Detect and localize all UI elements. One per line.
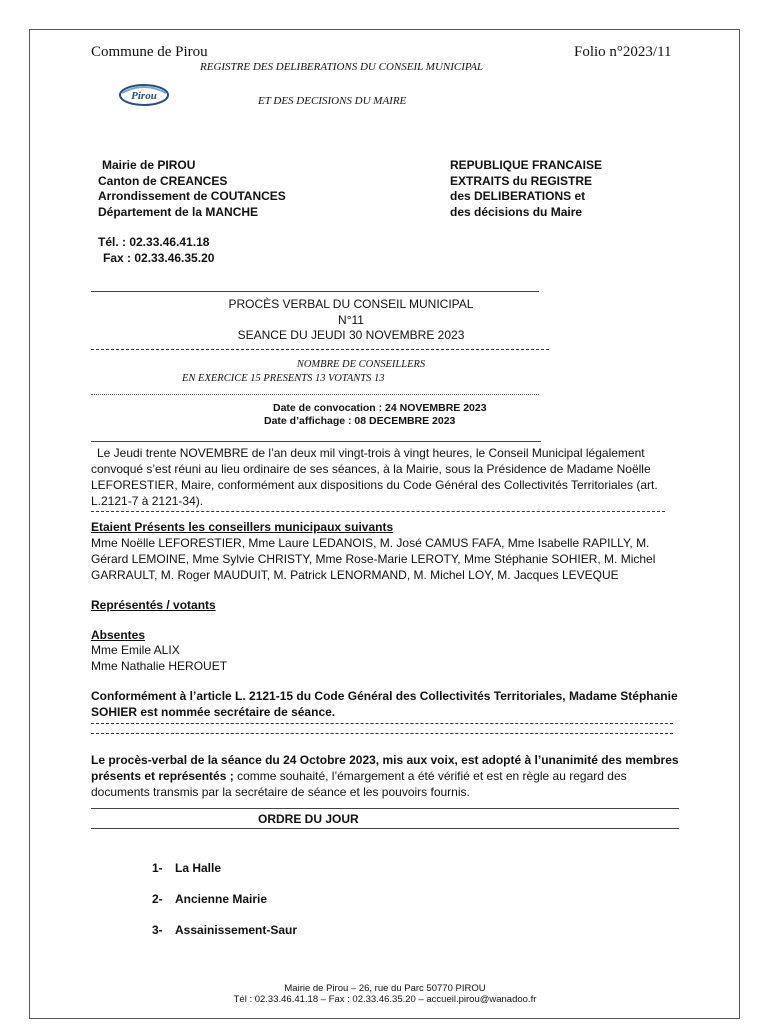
ordre-item-number: 1- (152, 861, 163, 875)
commune-name: Commune de Pirou (91, 44, 208, 60)
divider (91, 511, 665, 512)
divider (91, 291, 539, 292)
divider (91, 808, 679, 809)
conseillers-counts: EN EXERCICE 15 PRESENTS 13 VOTANTS 13 (182, 373, 385, 384)
folio-number: Folio n°2023/11 (574, 44, 672, 60)
ordre-item-number: 2- (152, 892, 163, 906)
mairie-label: Mairie de PIROU (102, 158, 196, 172)
conseillers-heading: NOMBRE DE CONSEILLERS (296, 359, 426, 370)
registre-title: REGISTRE DES DELIBERATIONS DU CONSEIL MUNICIPAL (200, 61, 484, 73)
pv-seance: SEANCE DU JEUDI 30 NOVEMBRE 2023 (237, 328, 465, 342)
decisions-label: des décisions du Maire (450, 205, 583, 219)
ordre-item-assainissement: Assainissement-Saur (175, 923, 298, 937)
footer-address: Mairie de Pirou – 26, rue du Parc 50770 PIROU (284, 983, 486, 994)
republique-label: REPUBLIQUE FRANCAISE (450, 158, 603, 172)
divider (91, 828, 679, 829)
pv-number: N°11 (338, 313, 364, 327)
proces-verbal-rest: comme souhaité, l’émargement a été vérifié et est en règle au regard des documents transmis par la secrétaire de séance et les pouvoirs fournis. (91, 769, 627, 799)
footer-contact: Tél : 02.33.46.41.18 – Fax : 02.33.46.35.20 – accueil.pirou@wanadoo.fr (233, 994, 537, 1005)
pv-title: PROCÈS VERBAL DU CONSEIL MUNICIPAL (228, 297, 474, 311)
fax-label: Fax : 02.33.46.35.20 (103, 251, 215, 265)
divider (91, 394, 539, 395)
absente-name: Mme Emile ALIX (91, 643, 180, 657)
arrondissement-label: Arrondissement de COUTANCES (98, 189, 286, 203)
ordre-item-la-halle: La Halle (175, 861, 222, 875)
divider (91, 723, 673, 724)
presents-heading: Etaient Présents les conseillers municipaux suivants (91, 520, 394, 534)
absente-name: Mme Nathalie HEROUET (91, 659, 228, 673)
secretaire-paragraph: Conformément à l’article L. 2121-15 du Code Général des Collectivités Territoriales, Madame Stéphanie SOHIER est nommée secrétaire de séance. (91, 689, 678, 719)
divider (91, 441, 541, 442)
absentes-heading: Absentes (91, 628, 146, 642)
deliberations-label: des DELIBERATIONS et (450, 189, 586, 203)
proces-verbal-paragraph (91, 752, 683, 800)
canton-label: Canton de CREANCES (98, 174, 228, 188)
intro-paragraph: Le Jeudi trente NOVEMBRE de l’an deux mil vingt-trois à vingt heures, le Conseil Municipal légalement convoqué s’est réuni au lieu ordinaire de ses séances, à la Mairie, sous la Présidence de Madame Noëlle LEFORESTIER, Maire, conformément aux dispositions du Code Général des Collectivités Territoriales (art. L.2121-7 à 2121-34). (91, 446, 658, 508)
logo-text: Pirou (131, 90, 157, 102)
divider (91, 733, 673, 734)
extraits-label: EXTRAITS du REGISTRE (450, 174, 593, 188)
departement-label: Département de la MANCHE (98, 205, 259, 219)
decisions-title: ET DES DECISIONS DU MAIRE (258, 95, 407, 107)
ordre-item-ancienne-mairie: Ancienne Mairie (175, 892, 268, 906)
divider (91, 349, 549, 350)
pirou-logo (118, 81, 170, 107)
tel-label: Tél. : 02.33.46.41.18 (98, 235, 210, 249)
date-affichage: Date d’affichage : 08 DECEMBRE 2023 (264, 415, 456, 427)
presents-list: Mme Noëlle LEFORESTIER, Mme Laure LEDANOIS, M. José CAMUS FAFA, Mme Isabelle RAPILLY, M. Gérard LEMOINE, Mme Sylvie CHRISTY, Mme Rose-Marie LEROTY, Mme Stéphanie SOHIER, M. Michel GARRAULT, M. Roger MAUDUIT, M. Patrick LENORMAND, M. Michel LOY, M. Jacques LEVEQUE (91, 536, 656, 582)
date-convocation: Date de convocation : 24 NOVEMBRE 2023 (273, 402, 487, 414)
representes-heading: Représentés / votants (91, 598, 216, 612)
proces-verbal-bold: Le procès-verbal de la séance du 24 Octobre 2023, mis aux voix, est adopté à l’unanimité des membres présents et représentés ; (91, 753, 679, 783)
ordre-heading: ORDRE DU JOUR (258, 812, 359, 826)
ordre-item-number: 3- (152, 923, 163, 937)
